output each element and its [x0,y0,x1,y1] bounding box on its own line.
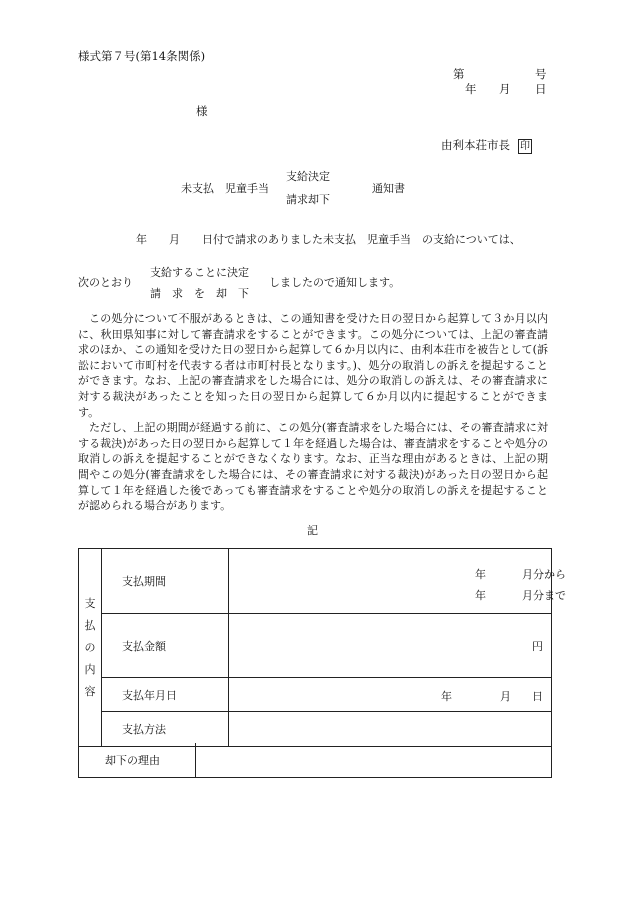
group-char: 払 [84,618,96,632]
number-prefix: 第 [453,67,465,81]
period-from-year: 年 [475,568,486,581]
period-to-month: 月分まで [522,589,566,602]
ki-marker: 記 [307,524,318,537]
body-option-top: 支給することに決定 [150,266,249,279]
number-suffix: 号 [535,67,547,81]
rejection-label: 却下の理由 [79,743,196,777]
notice-para1: この処分について不服があるときは、この通知書を受けた日の翌日から起算して３か月以内に、秋田県知事に対して審査請求をすることができます。この処分については、上記の審査請求のほか、この通知を受けた日の翌日から起算して６か月以内に、由利本荘市を被告として(訴訟において市町村を代表する者は市町村長となります。)、処分の取消しの訴えを提起することができます。なお、上記の審査請求をした場合には、処分の取消しの訴えは、その審査請求に対する裁決があったことを知った日の翌日から起算して６か月以内に提起することができます。 [78,312,548,419]
body-option-bottom: 請 求 を 却 下 [150,287,249,300]
pay-date-month: 月 [500,690,511,703]
payment-detail-table [78,548,566,747]
method-label: 支払方法 [102,712,229,747]
pay-date-year: 年 [441,690,452,703]
issuer [441,137,532,154]
date-year: 年 [465,82,477,96]
title-option-bottom: 請求却下 [286,193,330,206]
title-suffix: 通知書 [372,182,405,195]
body-line2-suffix: しましたので通知します。 [269,276,401,289]
amount-value [229,614,552,678]
issuer-name: 由利本荘市長 [441,138,510,152]
date-month: 月 [499,82,511,96]
addressee-suffix: 様 [196,104,208,118]
title-option-top: 支給決定 [286,170,330,183]
date-label: 支払年月日 [102,678,229,712]
amount-unit: 円 [532,640,543,653]
title-prefix: 未支払 児童手当 [181,182,269,195]
method-value [229,712,552,747]
amount-label: 支払金額 [102,614,229,678]
rejection-table [78,743,552,778]
pay-date-day: 日 [532,690,543,703]
period-value [229,549,566,614]
date-value [229,678,552,712]
seal-mark: 印 [520,141,530,152]
date-day: 日 [535,82,547,96]
period-to-year: 年 [475,589,486,602]
group-char: 支 [84,596,96,610]
body-line1: 年 月 日付で請求のありました未支払 児童手当 の支給については、 [136,233,521,246]
table-row-date [79,678,552,712]
table-row-amount [79,614,552,678]
form-id: 様式第７号(第14条関係) [78,49,206,63]
group-char: 容 [84,684,96,698]
notice-para2: ただし、上記の期間が経過する前に、この処分(審査請求をした場合には、その審査請求に対する裁決)があった日の翌日から起算して１年を経過した場合は、審査請求をすることや処分の取消しの訴えを提起することができなくなります。なお、正当な理由があるときは、上記の期間やこの処分(審査請求をした場合には、その審査請求に対する裁決)があった日の翌日から起算して１年を経過した後であっても審査請求をすることや処分の取消しの訴えを提起することが認められる場合があります。 [78,421,548,513]
group-char: の [84,640,96,654]
group-label [79,549,102,747]
period-label: 支払期間 [102,549,229,614]
table-row-rejection [79,743,552,777]
table-row-method [79,712,552,747]
notice [78,311,548,514]
body-line2-prefix: 次のとおり [78,276,133,289]
rejection-value [196,743,552,777]
period-from-month: 月分から [522,568,566,581]
table-row-period [79,549,552,614]
group-char: 内 [84,662,96,676]
